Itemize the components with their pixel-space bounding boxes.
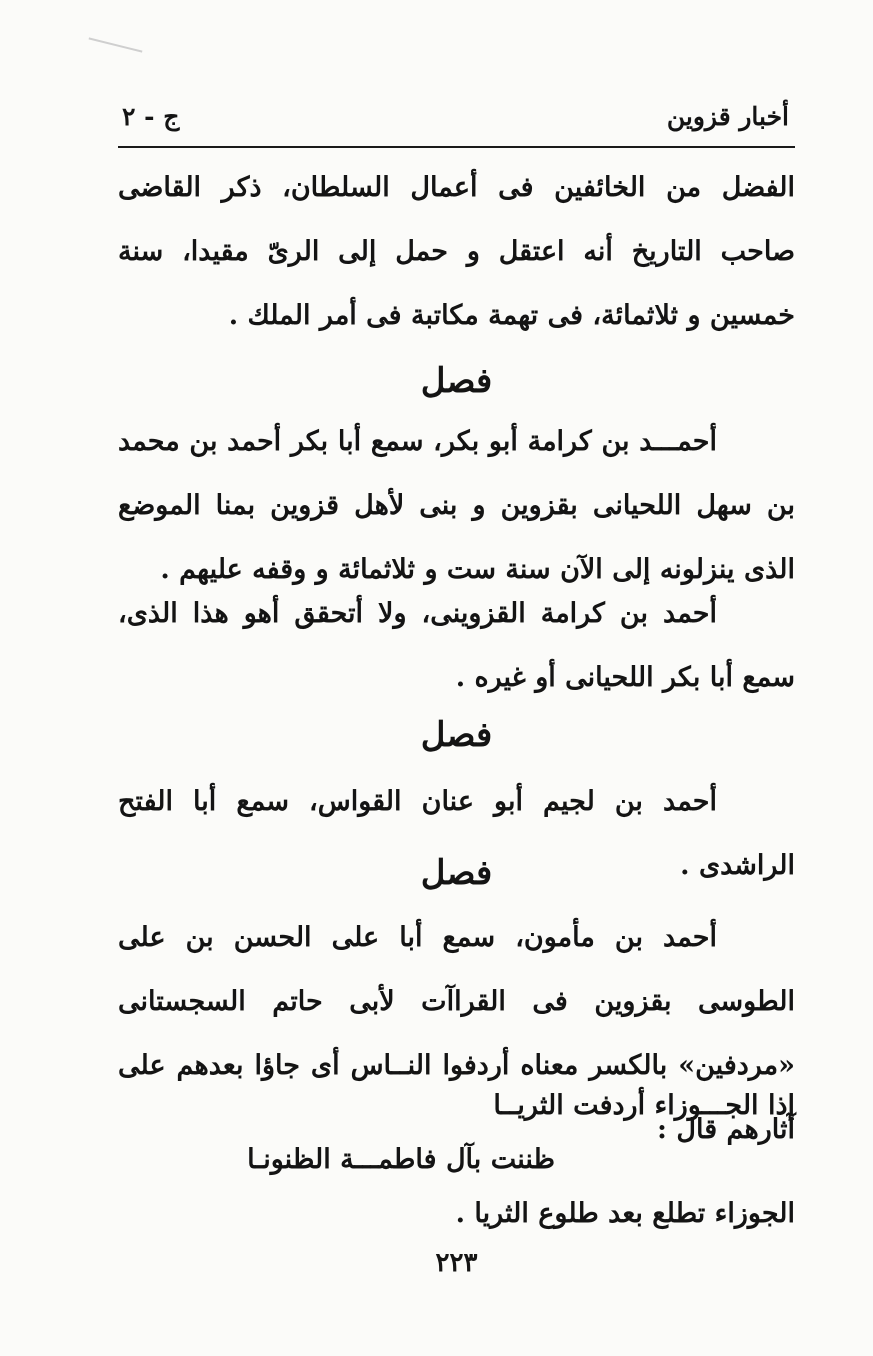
verse-line-1: إذا الجـــوزاء أردفت الثريــا — [493, 1090, 795, 1121]
paragraph-2: أحمـــد بن كرامة أبو بكر، سمع أبا بكر أحمد بن محمد بن سهل اللحيانى بقزوين و بنى لأهل قزوين بمنا الموضع الذى ينزلونه إلى الآن سنة ست و ثلاثمائة و وقفه عليهم . — [118, 426, 795, 585]
paragraph-1: الفضل من الخائفين فى أعمال السلطان، ذكر القاضى صاحب التاريخ أنه اعتقل و حمل إلى الرىّ مقيدا، سنة خمسين و ثلاثمائة، فى تهمة مكاتبة فى أمر الملك . — [118, 172, 795, 331]
paragraph-5: أحمد بن مأمون، سمع أبا على الحسن بن على الطوسى بقزوين فى القراآت لأبى حاتم السجستانى «مردفين» بالكسر معناه أردفوا النــاس أى جاؤا بعدهم على آثارهم قال : — [118, 922, 795, 1145]
section-heading-2: فصل — [420, 715, 493, 755]
volume-label: ج - ٢ — [122, 102, 180, 131]
paragraph-4: أحمد بن لجيم أبو عنان القواس، سمع أبا الفتح الراشدى . — [118, 786, 795, 881]
paragraph-3: أحمد بن كرامة القزوينى، ولا أتحقق أهو هذا الذى، سمع أبا بكر اللحيانى أو غيره . — [118, 598, 795, 693]
section-heading-1: فصل — [420, 361, 493, 401]
verse-line-2: ظننت بآل فاطمـــة الظنونـا — [247, 1144, 555, 1175]
running-title: أخبار قزوين — [666, 102, 789, 131]
paper-smudge — [89, 37, 143, 52]
page-number: ٢٢٣ — [435, 1248, 478, 1278]
section-heading-3: فصل — [420, 853, 493, 893]
paragraph-6: الجوزاء تطلع بعد طلوع الثريا . — [455, 1198, 795, 1229]
running-header — [118, 96, 795, 148]
